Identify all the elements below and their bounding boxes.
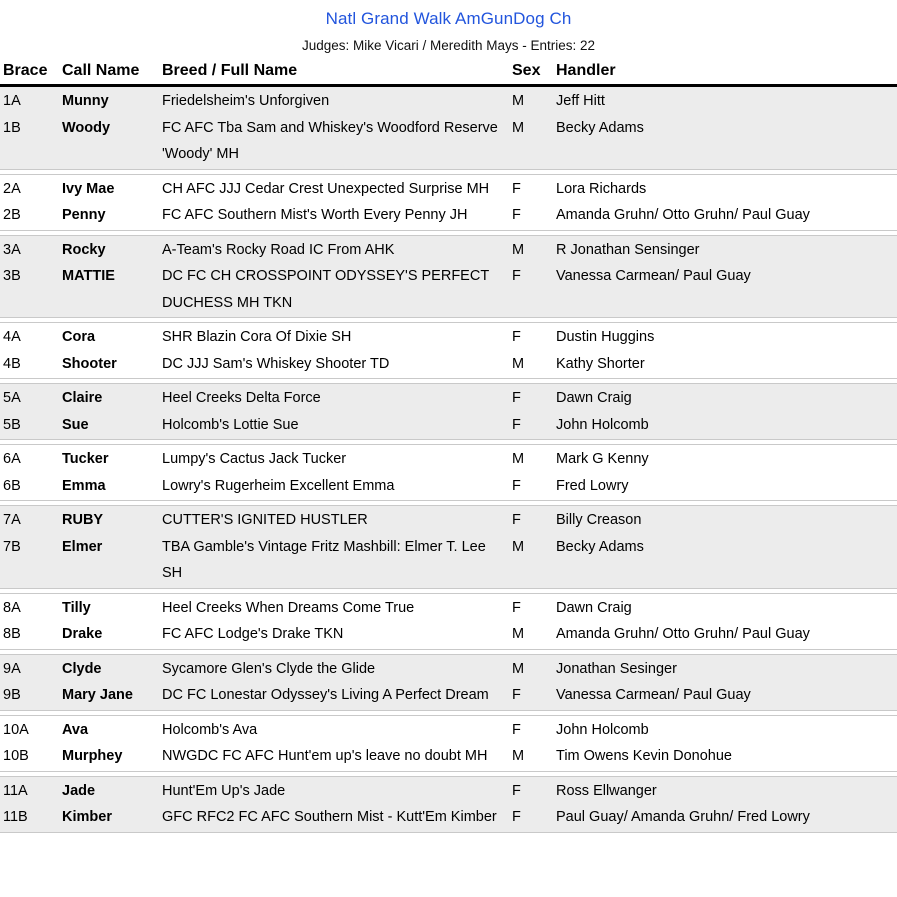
table-row[interactable] [0, 86, 897, 115]
table-body [0, 86, 897, 836]
cell-brace: 6B [0, 473, 58, 501]
cell-call-name: Tilly [58, 593, 158, 621]
table-row[interactable] [0, 506, 897, 534]
cell-call-name: Rocky [58, 235, 158, 263]
cell-breed: Lumpy's Cactus Jack Tucker [158, 445, 510, 473]
table-row[interactable] [0, 654, 897, 682]
column-header-sex: Sex [510, 62, 552, 86]
cell-call-name: Jade [58, 776, 158, 804]
cell-sex: M [510, 534, 552, 589]
cell-call-name: Emma [58, 473, 158, 501]
table-row[interactable] [0, 174, 897, 202]
cell-call-name: Penny [58, 202, 158, 230]
cell-brace: 7B [0, 534, 58, 589]
cell-call-name: MATTIE [58, 263, 158, 318]
cell-handler: Vanessa Carmean/ Paul Guay [552, 263, 897, 318]
cell-handler: Mark G Kenny [552, 445, 897, 473]
cell-sex: M [510, 621, 552, 649]
column-header-brace: Brace [0, 62, 58, 86]
table-row[interactable] [0, 323, 897, 351]
cell-sex: F [510, 473, 552, 501]
table-row[interactable] [0, 412, 897, 440]
cell-breed: Friedelsheim's Unforgiven [158, 86, 510, 115]
cell-brace: 10B [0, 743, 58, 771]
table-header-row [0, 62, 897, 86]
cell-handler: Jonathan Sesinger [552, 654, 897, 682]
table-row[interactable] [0, 202, 897, 230]
cell-handler: Jeff Hitt [552, 86, 897, 115]
cell-handler: Dustin Huggins [552, 323, 897, 351]
cell-sex: M [510, 654, 552, 682]
column-header-call-name: Call Name [58, 62, 158, 86]
table-row[interactable] [0, 715, 897, 743]
table-row[interactable] [0, 534, 897, 589]
cell-brace: 3A [0, 235, 58, 263]
cell-call-name: Clyde [58, 654, 158, 682]
cell-sex: M [510, 235, 552, 263]
cell-breed: Hunt'Em Up's Jade [158, 776, 510, 804]
cell-call-name: Cora [58, 323, 158, 351]
cell-handler: Becky Adams [552, 534, 897, 589]
cell-breed: Heel Creeks Delta Force [158, 384, 510, 412]
cell-sex: F [510, 593, 552, 621]
cell-sex: F [510, 263, 552, 318]
cell-brace: 8A [0, 593, 58, 621]
cell-breed: NWGDC FC AFC Hunt'em up's leave no doubt MH [158, 743, 510, 771]
cell-sex: F [510, 174, 552, 202]
cell-breed: Heel Creeks When Dreams Come True [158, 593, 510, 621]
cell-sex: F [510, 804, 552, 832]
table-header [0, 62, 897, 86]
cell-sex: F [510, 202, 552, 230]
cell-call-name: Tucker [58, 445, 158, 473]
table-row[interactable] [0, 445, 897, 473]
cell-breed: GFC RFC2 FC AFC Southern Mist - Kutt'Em Kimber [158, 804, 510, 832]
table-row[interactable] [0, 743, 897, 771]
cell-handler: Tim Owens Kevin Donohue [552, 743, 897, 771]
cell-breed: FC AFC Tba Sam and Whiskey's Woodford Reserve 'Woody' MH [158, 115, 510, 170]
table-row[interactable] [0, 384, 897, 412]
table-row[interactable] [0, 776, 897, 804]
column-header-breed: Breed / Full Name [158, 62, 510, 86]
separator-cell [0, 832, 897, 836]
cell-sex: F [510, 412, 552, 440]
cell-brace: 5A [0, 384, 58, 412]
column-header-handler: Handler [552, 62, 897, 86]
cell-breed: CH AFC JJJ Cedar Crest Unexpected Surprise MH [158, 174, 510, 202]
cell-handler: Lora Richards [552, 174, 897, 202]
table-row[interactable] [0, 593, 897, 621]
cell-sex: M [510, 86, 552, 115]
cell-call-name: Kimber [58, 804, 158, 832]
table-row[interactable] [0, 115, 897, 170]
cell-brace: 4B [0, 351, 58, 379]
cell-brace: 11B [0, 804, 58, 832]
cell-brace: 2B [0, 202, 58, 230]
cell-call-name: Woody [58, 115, 158, 170]
cell-handler: John Holcomb [552, 412, 897, 440]
judges-entries-line: Judges: Mike Vicari / Meredith Mays - Entries: 22 [301, 38, 596, 53]
cell-sex: M [510, 115, 552, 170]
cell-call-name: Claire [58, 384, 158, 412]
cell-brace: 11A [0, 776, 58, 804]
cell-sex: F [510, 506, 552, 534]
cell-brace: 1B [0, 115, 58, 170]
table-row[interactable] [0, 235, 897, 263]
table-row[interactable] [0, 263, 897, 318]
cell-sex: F [510, 682, 552, 710]
cell-brace: 4A [0, 323, 58, 351]
cell-call-name: Murphey [58, 743, 158, 771]
cell-sex: F [510, 776, 552, 804]
cell-brace: 10A [0, 715, 58, 743]
cell-brace: 3B [0, 263, 58, 318]
cell-brace: 2A [0, 174, 58, 202]
table-row[interactable] [0, 351, 897, 379]
cell-handler: Amanda Gruhn/ Otto Gruhn/ Paul Guay [552, 202, 897, 230]
cell-handler: Billy Creason [552, 506, 897, 534]
cell-handler: Paul Guay/ Amanda Gruhn/ Fred Lowry [552, 804, 897, 832]
cell-sex: F [510, 384, 552, 412]
table-bottom-border [0, 832, 897, 836]
cell-handler: Dawn Craig [552, 593, 897, 621]
cell-brace: 7A [0, 506, 58, 534]
cell-handler: John Holcomb [552, 715, 897, 743]
cell-handler: Amanda Gruhn/ Otto Gruhn/ Paul Guay [552, 621, 897, 649]
cell-breed: SHR Blazin Cora Of Dixie SH [158, 323, 510, 351]
table-row[interactable] [0, 804, 897, 832]
cell-handler: Dawn Craig [552, 384, 897, 412]
cell-sex: F [510, 323, 552, 351]
cell-breed: DC JJJ Sam's Whiskey Shooter TD [158, 351, 510, 379]
cell-handler: R Jonathan Sensinger [552, 235, 897, 263]
cell-brace: 9A [0, 654, 58, 682]
cell-handler: Kathy Shorter [552, 351, 897, 379]
cell-breed: CUTTER'S IGNITED HUSTLER [158, 506, 510, 534]
page-title: Natl Grand Walk AmGunDog Ch [325, 9, 572, 28]
cell-brace: 5B [0, 412, 58, 440]
cell-call-name: Drake [58, 621, 158, 649]
table-row[interactable] [0, 473, 897, 501]
cell-call-name: Munny [58, 86, 158, 115]
cell-breed: DC FC Lonestar Odyssey's Living A Perfect Dream [158, 682, 510, 710]
cell-call-name: Ivy Mae [58, 174, 158, 202]
cell-breed: DC FC CH CROSSPOINT ODYSSEY'S PERFECT DUCHESS MH TKN [158, 263, 510, 318]
table-row[interactable] [0, 621, 897, 649]
cell-breed: Lowry's Rugerheim Excellent Emma [158, 473, 510, 501]
cell-call-name: Shooter [58, 351, 158, 379]
cell-brace: 9B [0, 682, 58, 710]
cell-call-name: Sue [58, 412, 158, 440]
cell-breed: FC AFC Lodge's Drake TKN [158, 621, 510, 649]
cell-call-name: RUBY [58, 506, 158, 534]
cell-call-name: Elmer [58, 534, 158, 589]
cell-sex: F [510, 715, 552, 743]
cell-brace: 6A [0, 445, 58, 473]
cell-handler: Vanessa Carmean/ Paul Guay [552, 682, 897, 710]
cell-call-name: Ava [58, 715, 158, 743]
cell-handler: Ross Ellwanger [552, 776, 897, 804]
cell-brace: 1A [0, 86, 58, 115]
cell-sex: M [510, 743, 552, 771]
cell-handler: Fred Lowry [552, 473, 897, 501]
table-row[interactable] [0, 682, 897, 710]
cell-breed: Sycamore Glen's Clyde the Glide [158, 654, 510, 682]
cell-breed: TBA Gamble's Vintage Fritz Mashbill: Elmer T. Lee SH [158, 534, 510, 589]
cell-brace: 8B [0, 621, 58, 649]
cell-sex: M [510, 351, 552, 379]
cell-call-name: Mary Jane [58, 682, 158, 710]
cell-sex: M [510, 445, 552, 473]
cell-breed: Holcomb's Lottie Sue [158, 412, 510, 440]
entries-table [0, 62, 897, 836]
cell-breed: Holcomb's Ava [158, 715, 510, 743]
cell-breed: A-Team's Rocky Road IC From AHK [158, 235, 510, 263]
cell-breed: FC AFC Southern Mist's Worth Every Penny JH [158, 202, 510, 230]
cell-handler: Becky Adams [552, 115, 897, 170]
